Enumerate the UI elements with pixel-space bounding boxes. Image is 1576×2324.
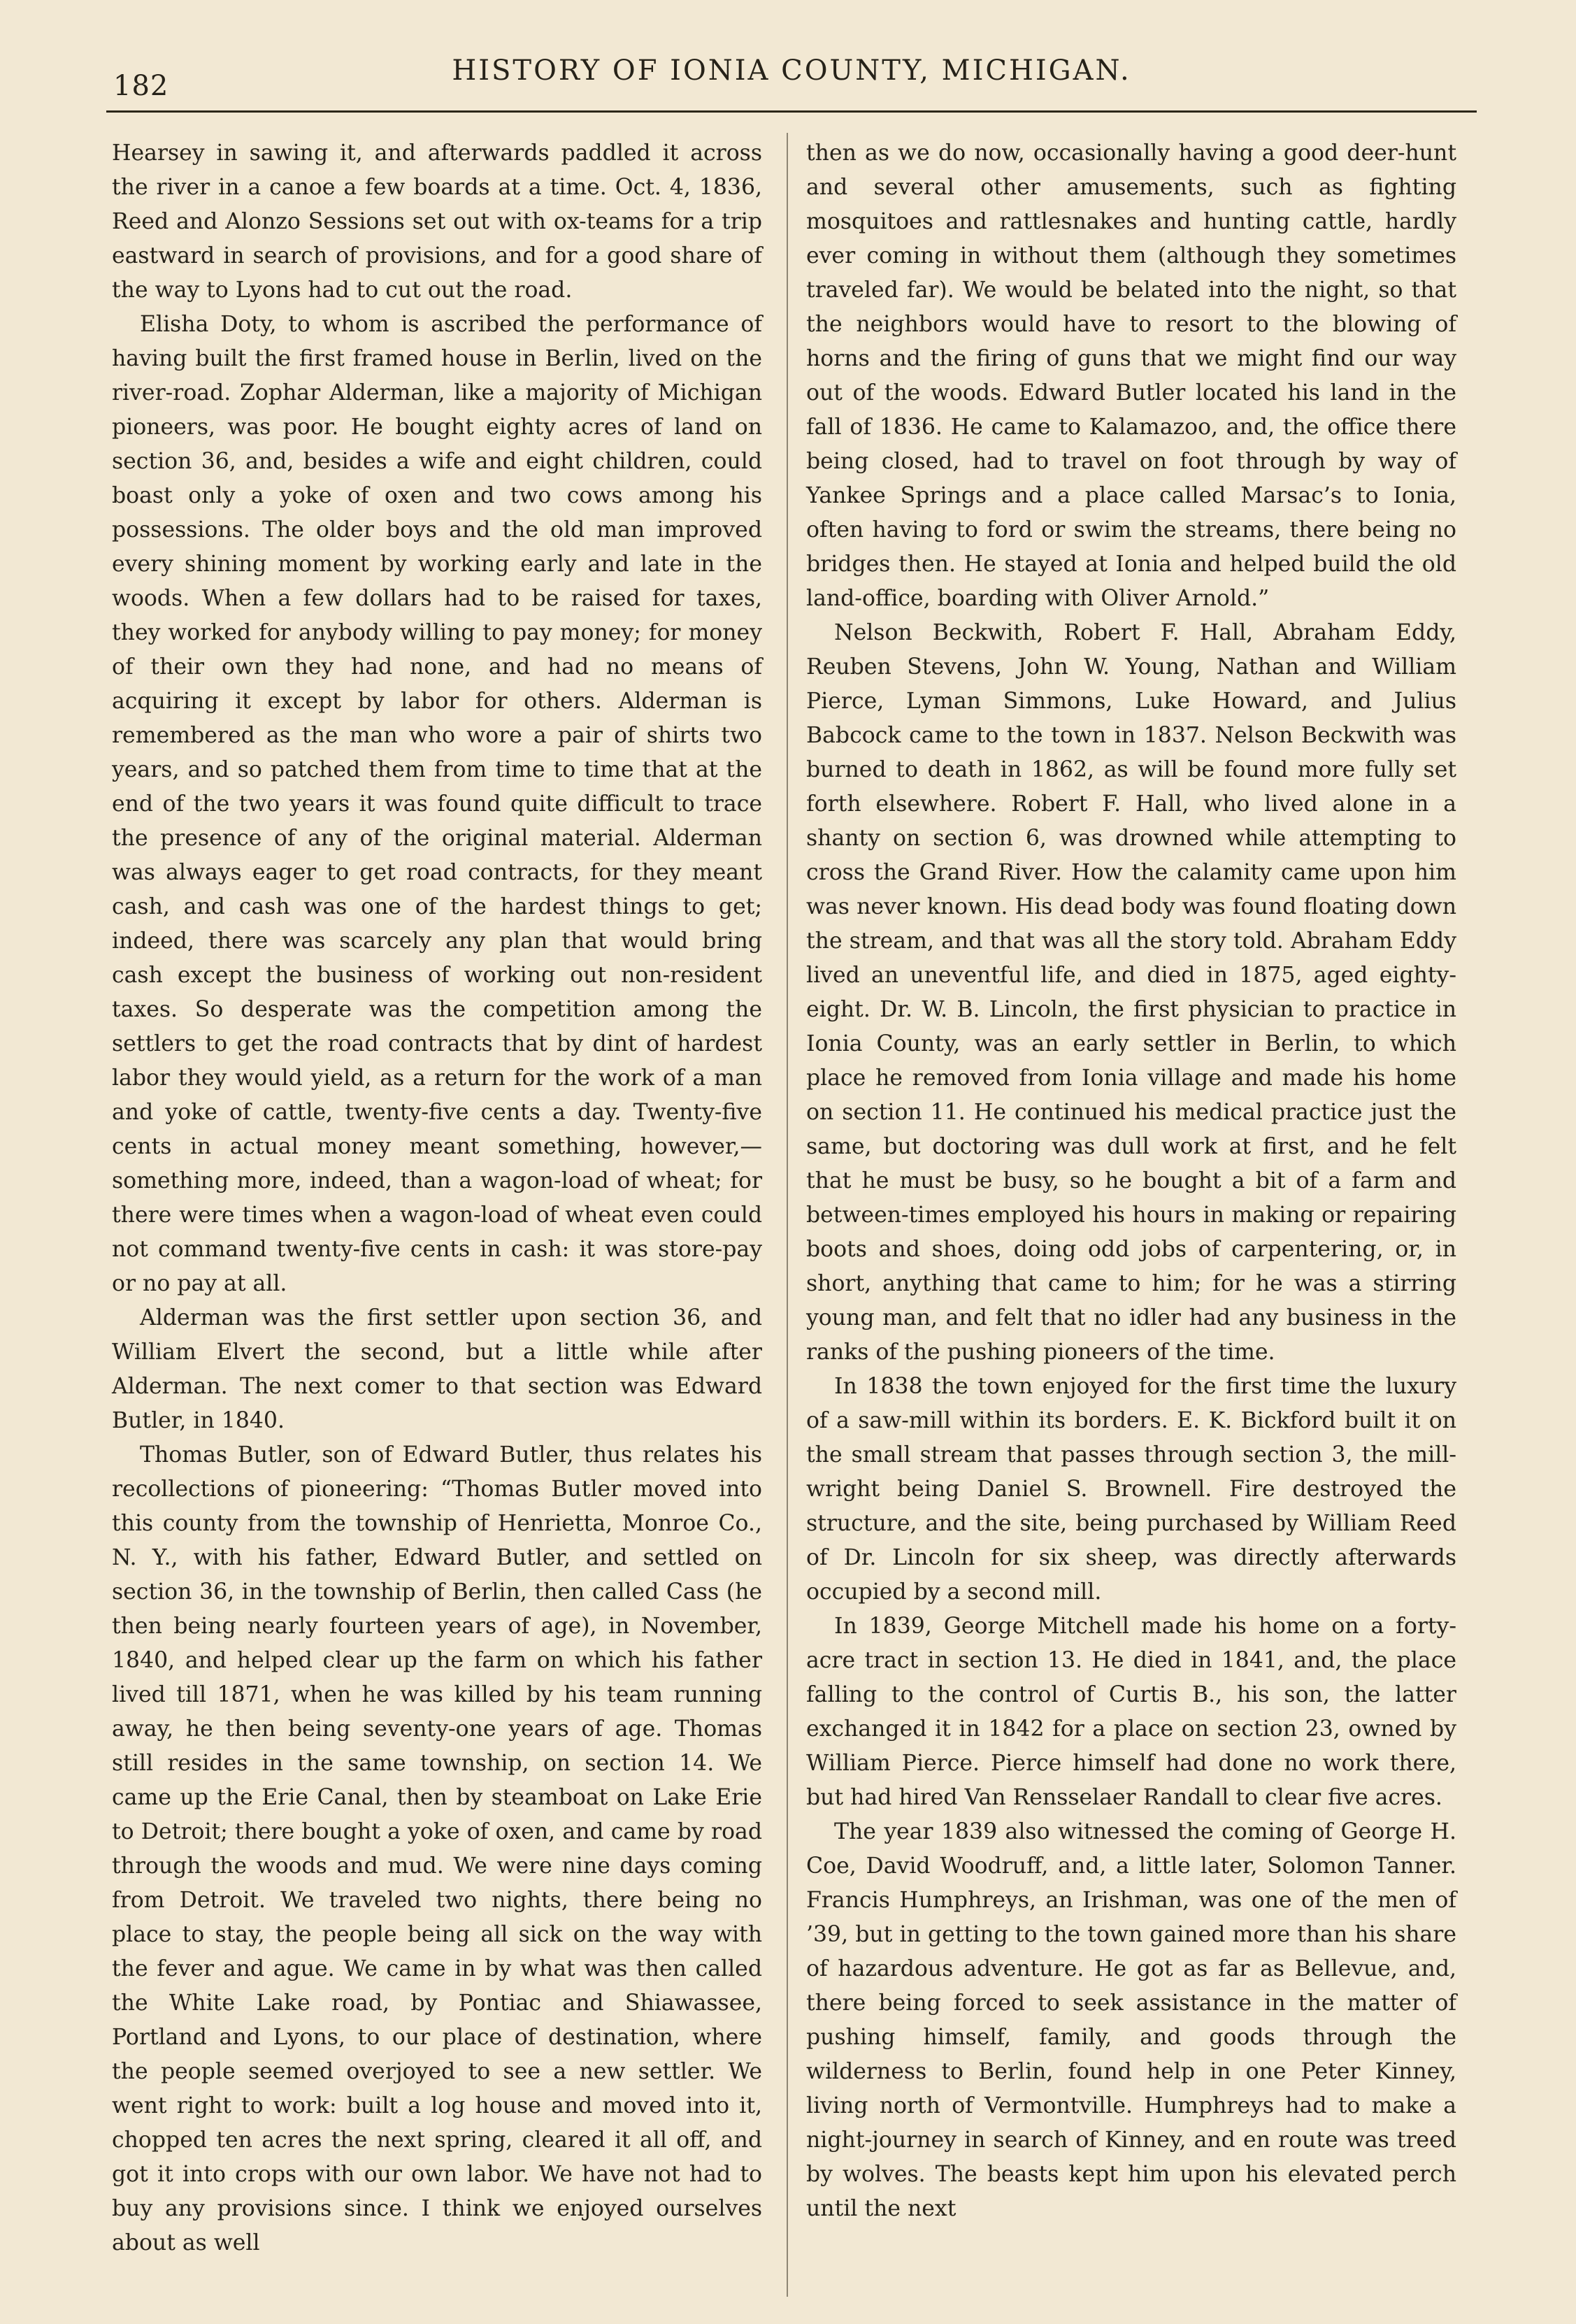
page-header xyxy=(106,55,1477,103)
header-rule xyxy=(106,110,1477,113)
paragraph: In 1838 the town enjoyed for the first time the luxury of a saw-mill within its borders. E. K. Bickford built it on the small stream that passes through section 3, the mill-wright being Daniel S. Brownell. Fire destroyed the structure, and the site, being purchased by William Reed of Dr. Lincoln for six sheep, was directly afterwards occupied by a second mill. xyxy=(806,1374,1456,1605)
paragraph: Hearsey in sawing it, and afterwards paddled it across the river in a canoe a few boards at a time. Oct. 4, 1836, Reed and Alonzo Sessions set out with ox-teams for a trip eastward in search of provisions, and for a good share of the way to Lyons had to cut out the road. xyxy=(112,141,762,303)
paragraph: Elisha Doty, to whom is ascribed the performance of having built the first framed house in Berlin, lived on the river-road. Zophar Alderman, like a majority of Michigan pioneers, was poor. He bought eighty acres of land on section 36, and, besides a wife and eight children, could boast only a yoke of oxen and two cows among his possessions. The older boys and the old man improved every shining moment by working early and late in the woods. When a few dollars had to be raised for taxes, they worked for anybody willing to pay money; for money of their own they had none, and had no means of acquiring it except by labor for others. Alderman is remembered as the man who wore a pair of shirts two years, and so patched them from time to time that at the end of the two years it was found quite difficult to trace the presence of any of the original material. Alderman was always eager to get road contracts, for they meant cash, and cash was one of the hardest things to get; indeed, there was scarcely any plan that would bring cash except the business of working out non-resident taxes. So desperate was the competition among the settlers to get the road contracts that by dint of hardest labor they would yield, as a return for the work of a man and yoke of cattle, twenty-five cents a day. Twenty-five cents in actual money meant something, however,—something more, indeed, than a wagon-load of wheat; for there were times when a wagon-load of wheat even could not command twenty-five cents in cash: it was store-pay or no pay at all. xyxy=(112,312,762,1296)
running-title: HISTORY OF IONIA COUNTY, MICHIGAN. xyxy=(452,55,1131,87)
paragraph: Nelson Beckwith, Robert F. Hall, Abraham Eddy, Reuben Stevens, John W. Young, Nathan and William Pierce, Lyman Simmons, Luke Howard, and Julius Babcock came to the town in 1837. Nelson Beckwith was burned to death in 1862, as will be found more fully set forth elsewhere. Robert F. Hall, who lived alone in a shanty on section 6, was drowned while attempting to cross the Grand River. How the calamity came upon him was never known. His dead body was found floating down the stream, and that was all the story told. Abraham Eddy lived an uneventful life, and died in 1875, aged eighty-eight. Dr. W. B. Lincoln, the first physician to practice in Ionia County, was an early settler in Berlin, to which place he removed from Ionia village and made his home on section 11. He continued his medical practice just the same, but doctoring was dull work at first, and he felt that he must be busy, so he bought a bit of a farm and between-times employed his hours in making or repairing boots and shoes, doing odd jobs of carpentering, or, in short, anything that came to him; for he was a stirring young man, and felt that no idler had any business in the ranks of the pushing pioneers of the time. xyxy=(806,620,1456,1365)
right-column xyxy=(806,136,1456,2226)
paragraph: Thomas Butler, son of Edward Butler, thus relates his recollections of pioneering: “Thomas Butler moved into this county from the township of Henrietta, Monroe Co., N. Y., with his father, Edward Butler, and settled on section 36, in the township of Berlin, then called Cass (he then being nearly fourteen years of age), in November, 1840, and helped clear up the farm on which his father lived till 1871, when he was killed by his team running away, he then being seventy-one years of age. Thomas still resides in the same township, on section 14. We came up the Erie Canal, then by steamboat on Lake Erie to Detroit; there bought a yoke of oxen, and came by road through the woods and mud. We were nine days coming from Detroit. We traveled two nights, there being no place to stay, the people being all sick on the way with the fever and ague. We came in by what was then called the White Lake road, by Pontiac and Shiawassee, Portland and Lyons, to our place of destination, where the people seemed overjoyed to see a new settler. We went right to work: built a log house and moved into it, chopped ten acres the next spring, cleared it all off, and got it into crops with our own labor. We have not had to buy any provisions since. I think we enjoyed ourselves about as well xyxy=(112,1442,762,2255)
paragraph: In 1839, George Mitchell made his home on a forty-acre tract in section 13. He died in 1841, and, the place falling to the control of Curtis B., his son, the latter exchanged it in 1842 for a place on section 23, owned by William Pierce. Pierce himself had done no work there, but had hired Van Rensselaer Randall to clear five acres. xyxy=(806,1614,1456,1810)
page-number: 182 xyxy=(113,70,169,102)
left-column xyxy=(112,136,762,2260)
column-divider xyxy=(787,133,788,2297)
paragraph: then as we do now, occasionally having a good deer-hunt and several other amusements, such as fighting mosquitoes and rattlesnakes and hunting cattle, hardly ever coming in without them (although they sometimes traveled far). We would be belated into the night, so that the neighbors would have to resort to the blowing of horns and the firing of guns that we might find our way out of the woods. Edward Butler located his land in the fall of 1836. He came to Kalamazoo, and, the office there being closed, had to travel on foot through by way of Yankee Springs and a place called Marsac’s to Ionia, often having to ford or swim the streams, there being no bridges then. He stayed at Ionia and helped build the old land-office, boarding with Oliver Arnold.” xyxy=(806,141,1456,611)
paragraph: The year 1839 also witnessed the coming of George H. Coe, David Woodruff, and, a little later, Solomon Tanner. Francis Humphreys, an Irishman, was one of the men of ’39, but in getting to the town gained more than his share of hazardous adventure. He got as far as Bellevue, and, there being forced to seek assistance in the matter of pushing himself, family, and goods through the wilderness to Berlin, found help in one Peter Kinney, living north of Vermontville. Humphreys had to make a night-journey in search of Kinney, and en route was treed by wolves. The beasts kept him upon his elevated perch until the next xyxy=(806,1819,1456,2221)
paragraph: Alderman was the first settler upon section 36, and William Elvert the second, but a little while after Alderman. The next comer to that section was Edward Butler, in 1840. xyxy=(112,1305,762,1433)
